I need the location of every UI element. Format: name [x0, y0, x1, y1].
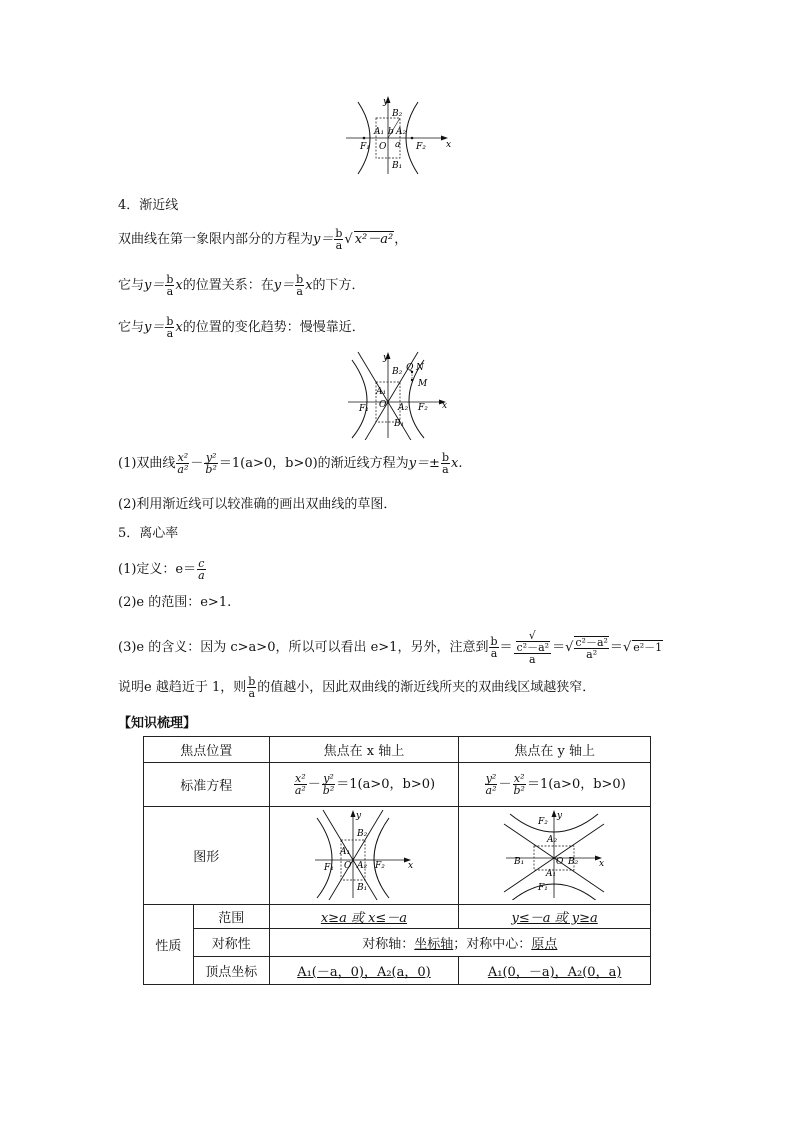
hyperbola-graph-x-axis	[309, 808, 419, 900]
table-row	[144, 763, 651, 807]
eccentricity-meaning: (3)e 的含义：因为 c>a>0，所以可以看出 e>1，另外，注意到 $\frac{b}{a}$ ＝ √ c²－a² a ＝√ $\frac{\text{c²－a²}}{\text{a²}}$ ＝√ e²－1	[118, 629, 663, 666]
asymptote-note-2: (2)利用渐近线可以较准确的画出双曲线的草图．	[118, 497, 397, 512]
hyperbola-figure-basic	[340, 94, 455, 176]
header-focus-x: 焦点在 x 轴上	[269, 737, 459, 763]
row-symmetry: 对称性	[193, 929, 269, 957]
header-focus-position: 焦点位置	[144, 737, 270, 763]
fig1-label-a1: A₁	[374, 127, 385, 137]
graph-y-cell	[459, 807, 651, 905]
vertex-y: A₁(0，－a)，A₂(0，a)	[459, 957, 651, 985]
fraction-b-over-a: $\frac{b}{a}$	[490, 635, 498, 660]
section-4-heading: 4．渐近线	[118, 198, 179, 213]
fig2-label-q: Q	[406, 363, 414, 373]
fraction-sqrt-c2-a2-over-a: √ c²－a² a	[514, 630, 552, 665]
table-row	[144, 929, 651, 957]
symmetry-value: 对称轴：坐标轴；对称中心：原点	[269, 929, 650, 957]
tbl-y-label-a2: A₂	[546, 834, 557, 845]
asymptote-line-1: 双曲线在第一象限内部分的方程为y＝ $\frac{b}{a}$ √ x²－a²，	[118, 227, 408, 252]
fig2-label-f1: F₁	[359, 404, 369, 414]
table-row	[144, 957, 651, 985]
std-equation-y: $\frac{\text{y²}}{\text{a²}}$ － $\frac{\text{x²}}{\text{b²}}$ ＝1(a>0，b>0)	[459, 763, 651, 807]
eccentricity-definition: (1)定义：e＝ $\frac{c}{a}$	[118, 557, 205, 582]
std-equation-x: $\frac{\text{x²}}{\text{a²}}$ － $\frac{\text{y²}}{\text{b²}}$ ＝1(a>0，b>0)	[269, 763, 459, 807]
row-properties: 性质	[144, 905, 194, 985]
fraction-b-over-a: $\frac{b}{a}$	[296, 273, 304, 298]
fig2-label-x: x	[442, 401, 448, 411]
fig2-label-y: y	[383, 353, 389, 363]
tbl-x-label-y: y	[355, 810, 362, 821]
tbl-y-label-f2: F₂	[537, 816, 548, 827]
asymptote-line-3: 它与y＝ $\frac{b}{a}$ x的位置的变化趋势：慢慢靠近．	[118, 315, 365, 340]
fig1-label-o: O	[379, 142, 387, 152]
tbl-x-label-b2: B₂	[356, 828, 368, 839]
fig2-label-b1: B₁	[394, 419, 405, 429]
fraction-b-over-a: $\frac{b}{a}$	[335, 227, 343, 252]
fraction-c2-a2-over-a2: $\frac{\text{c²－a²}}{\text{a²}}$	[575, 635, 608, 661]
fig2-label-f2: F₂	[418, 403, 428, 413]
range-y: y≤－a 或 y≥a	[459, 905, 651, 929]
fraction-y2-over-b2: $\frac{\text{y²}}{\text{b²}}$	[205, 451, 217, 476]
fraction-c-over-a: $\frac{c}{a}$	[198, 557, 205, 582]
row-vertex: 顶点坐标	[193, 957, 269, 985]
vertex-x: A₁(－a，0)，A₂(a，0)	[269, 957, 459, 985]
asymptote-line-2: 它与y＝ $\frac{b}{a}$ x的位置关系：在y＝ $\frac{b}{a}$ x的下方．	[118, 273, 365, 298]
fig1-label-b1: B₁	[392, 161, 403, 171]
tbl-y-label-b1: B₁	[513, 856, 524, 867]
hyperbola-graph-y-axis	[500, 808, 610, 900]
tbl-y-label-o: O	[555, 856, 564, 867]
tbl-x-label-a1: A₁	[339, 846, 351, 857]
fig1-label-f2: F₂	[416, 142, 426, 152]
tbl-y-label-b2: B₂	[567, 856, 578, 867]
tbl-x-label-x: x	[407, 860, 414, 871]
tbl-y-label-y: y	[556, 810, 562, 821]
fig2-label-m: M	[418, 379, 428, 389]
fig2-label-n: N	[416, 363, 424, 373]
row-standard-equation: 标准方程	[144, 763, 270, 807]
fig1-label-x: x	[446, 140, 452, 150]
asymptote-note-1: (1)双曲线 $\frac{\text{x²}}{\text{a²}}$ － $\frac{\text{y²}}{\text{b²}}$ ＝1(a>0，b>0)的渐近线方程为y＝± $\frac{b}{a}$ x.	[118, 451, 463, 476]
hyperbola-figure-asymptotes	[342, 350, 454, 440]
fig1-label-b: b	[388, 127, 394, 137]
table-row	[144, 905, 651, 929]
row-range: 范围	[193, 905, 269, 929]
fig2-label-b2: B₂	[392, 367, 403, 377]
fraction-b-over-a: $\frac{b}{a}$	[441, 451, 449, 476]
fraction-b-over-a: $\frac{b}{a}$	[248, 675, 256, 700]
tbl-y-label-a1: A₁	[545, 868, 556, 879]
fraction-b-over-a: $\frac{b}{a}$	[166, 315, 174, 340]
tbl-x-label-b1: B₁	[356, 882, 368, 893]
fig1-label-a2: A₂	[396, 127, 407, 137]
tbl-y-label-f1: F₁	[537, 882, 548, 893]
fig1-label-b2: B₂	[392, 109, 403, 119]
hyperbola-summary-table	[143, 736, 651, 985]
tbl-x-label-a2: A₂	[356, 860, 368, 871]
table-row	[144, 807, 651, 905]
fraction-b-over-a: $\frac{b}{a}$	[166, 273, 174, 298]
section-5-heading: 5．离心率	[118, 526, 179, 541]
fig2-label-a1: A₁	[376, 387, 387, 397]
range-x: x≥a 或 x≤－a	[269, 905, 459, 929]
tbl-x-label-o: O	[343, 860, 352, 871]
graph-x-cell	[269, 807, 459, 905]
tbl-x-label-f1: F₁	[323, 862, 334, 873]
fig1-label-a: a	[395, 140, 401, 150]
header-focus-y: 焦点在 y 轴上	[459, 737, 651, 763]
fig1-label-y: y	[383, 97, 389, 107]
tbl-y-label-x: x	[598, 858, 604, 869]
table-row	[144, 737, 651, 763]
tbl-x-label-f2: F₂	[374, 860, 385, 871]
row-graph: 图形	[144, 807, 270, 905]
fig1-label-f1: F₁	[360, 142, 370, 152]
fig2-label-a2: A₂	[398, 403, 409, 413]
fig2-label-o: O	[379, 400, 387, 410]
knowledge-summary-title: 【知识梳理】	[118, 716, 197, 731]
fraction-x2-over-a2: $\frac{\text{x²}}{\text{a²}}$	[177, 451, 189, 476]
eccentricity-explain: 说明e 越趋近于 1，则 $\frac{b}{a}$ 的值越小，因此双曲线的渐近线所夹的双曲线区域越狭窄．	[118, 675, 596, 700]
eccentricity-range: (2)e 的范围：e>1.	[118, 595, 232, 610]
